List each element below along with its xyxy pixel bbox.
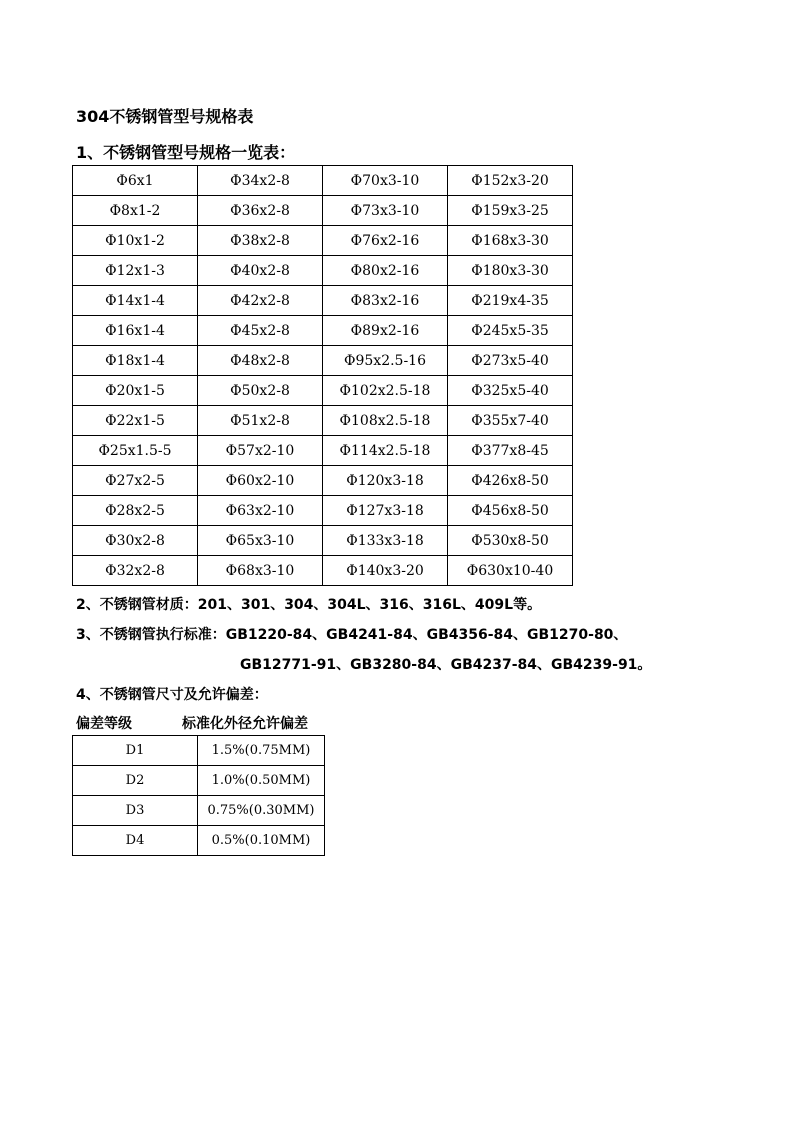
spec-cell: Φ108x2.5-18 bbox=[323, 406, 448, 436]
spec-cell: Φ50x2-8 bbox=[198, 376, 323, 406]
spec-cell: Φ159x3-25 bbox=[448, 196, 573, 226]
spec-cell: Φ68x3-10 bbox=[198, 556, 323, 586]
section-4-heading: 4、不锈钢管尺寸及允许偏差： bbox=[76, 687, 268, 703]
spec-cell: Φ60x2-10 bbox=[198, 466, 323, 496]
tolerance-value-cell: 1.5%(0.75MM) bbox=[198, 736, 325, 766]
spec-cell: Φ426x8-50 bbox=[448, 466, 573, 496]
spec-cell: Φ16x1-4 bbox=[73, 316, 198, 346]
spec-cell: Φ22x1-5 bbox=[73, 406, 198, 436]
spec-cell: Φ63x2-10 bbox=[198, 496, 323, 526]
spec-cell: Φ14x1-4 bbox=[73, 286, 198, 316]
spec-cell: Φ20x1-5 bbox=[73, 376, 198, 406]
table-row bbox=[73, 826, 325, 856]
document-title: 304不锈钢管型号规格表 bbox=[76, 107, 254, 126]
spec-cell: Φ102x2.5-18 bbox=[323, 376, 448, 406]
table-row bbox=[73, 436, 573, 466]
spec-cell: Φ127x3-18 bbox=[323, 496, 448, 526]
spec-cell: Φ76x2-16 bbox=[323, 226, 448, 256]
tolerance-value-cell: 0.5%(0.10MM) bbox=[198, 826, 325, 856]
table-row bbox=[73, 466, 573, 496]
spec-cell: Φ133x3-18 bbox=[323, 526, 448, 556]
spec-cell: Φ120x3-18 bbox=[323, 466, 448, 496]
spec-cell: Φ40x2-8 bbox=[198, 256, 323, 286]
section-3-standards-continued: GB12771-91、GB3280-84、GB4237-84、GB4239-91。 bbox=[240, 657, 652, 673]
spec-cell: Φ80x2-16 bbox=[323, 256, 448, 286]
spec-cell: Φ45x2-8 bbox=[198, 316, 323, 346]
spec-cell: Φ57x2-10 bbox=[198, 436, 323, 466]
spec-cell: Φ25x1.5-5 bbox=[73, 436, 198, 466]
spec-cell: Φ73x3-10 bbox=[323, 196, 448, 226]
table-row bbox=[73, 526, 573, 556]
spec-cell: Φ273x5-40 bbox=[448, 346, 573, 376]
spec-cell: Φ18x1-4 bbox=[73, 346, 198, 376]
table-row bbox=[73, 196, 573, 226]
spec-cell: Φ456x8-50 bbox=[448, 496, 573, 526]
section-1-heading: 1、不锈钢管型号规格一览表： bbox=[76, 143, 296, 162]
spec-cell: Φ140x3-20 bbox=[323, 556, 448, 586]
spec-cell: Φ6x1 bbox=[73, 166, 198, 196]
spec-cell: Φ152x3-20 bbox=[448, 166, 573, 196]
tolerance-grade-cell: D1 bbox=[73, 736, 198, 766]
table-row bbox=[73, 736, 325, 766]
spec-cell: Φ27x2-5 bbox=[73, 466, 198, 496]
table-row bbox=[73, 316, 573, 346]
spec-cell: Φ95x2.5-16 bbox=[323, 346, 448, 376]
spec-cell: Φ355x7-40 bbox=[448, 406, 573, 436]
table-row bbox=[73, 766, 325, 796]
tolerance-grade-cell: D2 bbox=[73, 766, 198, 796]
spec-cell: Φ36x2-8 bbox=[198, 196, 323, 226]
spec-cell: Φ219x4-35 bbox=[448, 286, 573, 316]
spec-cell: Φ114x2.5-18 bbox=[323, 436, 448, 466]
spec-cell: Φ530x8-50 bbox=[448, 526, 573, 556]
table-row bbox=[73, 286, 573, 316]
section-2-materials: 2、不锈钢管材质：201、301、304、304L、316、316L、409L等。 bbox=[76, 597, 542, 613]
spec-cell: Φ630x10-40 bbox=[448, 556, 573, 586]
table-row bbox=[73, 226, 573, 256]
spec-cell: Φ10x1-2 bbox=[73, 226, 198, 256]
spec-cell: Φ28x2-5 bbox=[73, 496, 198, 526]
spec-cell: Φ48x2-8 bbox=[198, 346, 323, 376]
spec-cell: Φ325x5-40 bbox=[448, 376, 573, 406]
table-row bbox=[73, 496, 573, 526]
tolerance-grade-cell: D4 bbox=[73, 826, 198, 856]
spec-cell: Φ34x2-8 bbox=[198, 166, 323, 196]
spec-cell: Φ65x3-10 bbox=[198, 526, 323, 556]
spec-cell: Φ32x2-8 bbox=[73, 556, 198, 586]
tolerance-value-cell: 0.75%(0.30MM) bbox=[198, 796, 325, 826]
table-row bbox=[73, 256, 573, 286]
spec-cell: Φ70x3-10 bbox=[323, 166, 448, 196]
table-row bbox=[73, 376, 573, 406]
spec-cell: Φ51x2-8 bbox=[198, 406, 323, 436]
tolerance-header bbox=[76, 713, 308, 733]
tolerance-table bbox=[72, 735, 325, 856]
spec-cell: Φ8x1-2 bbox=[73, 196, 198, 226]
spec-table bbox=[72, 165, 573, 586]
tolerance-value-cell: 1.0%(0.50MM) bbox=[198, 766, 325, 796]
spec-cell: Φ180x3-30 bbox=[448, 256, 573, 286]
spec-table-body bbox=[73, 166, 573, 586]
table-row bbox=[73, 796, 325, 826]
tolerance-grade-cell: D3 bbox=[73, 796, 198, 826]
table-row bbox=[73, 346, 573, 376]
tolerance-table-body bbox=[73, 736, 325, 856]
tolerance-header-value: 标准化外径允许偏差 bbox=[182, 716, 308, 732]
section-3-standards: 3、不锈钢管执行标准：GB1220-84、GB4241-84、GB4356-84、GB1270-80、 bbox=[76, 627, 628, 643]
spec-cell: Φ377x8-45 bbox=[448, 436, 573, 466]
spec-cell: Φ83x2-16 bbox=[323, 286, 448, 316]
spec-cell: Φ30x2-8 bbox=[73, 526, 198, 556]
table-row bbox=[73, 166, 573, 196]
spec-cell: Φ245x5-35 bbox=[448, 316, 573, 346]
spec-cell: Φ168x3-30 bbox=[448, 226, 573, 256]
table-row bbox=[73, 556, 573, 586]
spec-cell: Φ89x2-16 bbox=[323, 316, 448, 346]
spec-cell: Φ38x2-8 bbox=[198, 226, 323, 256]
spec-cell: Φ12x1-3 bbox=[73, 256, 198, 286]
table-row bbox=[73, 406, 573, 436]
spec-cell: Φ42x2-8 bbox=[198, 286, 323, 316]
tolerance-header-grade: 偏差等级 bbox=[76, 716, 132, 732]
